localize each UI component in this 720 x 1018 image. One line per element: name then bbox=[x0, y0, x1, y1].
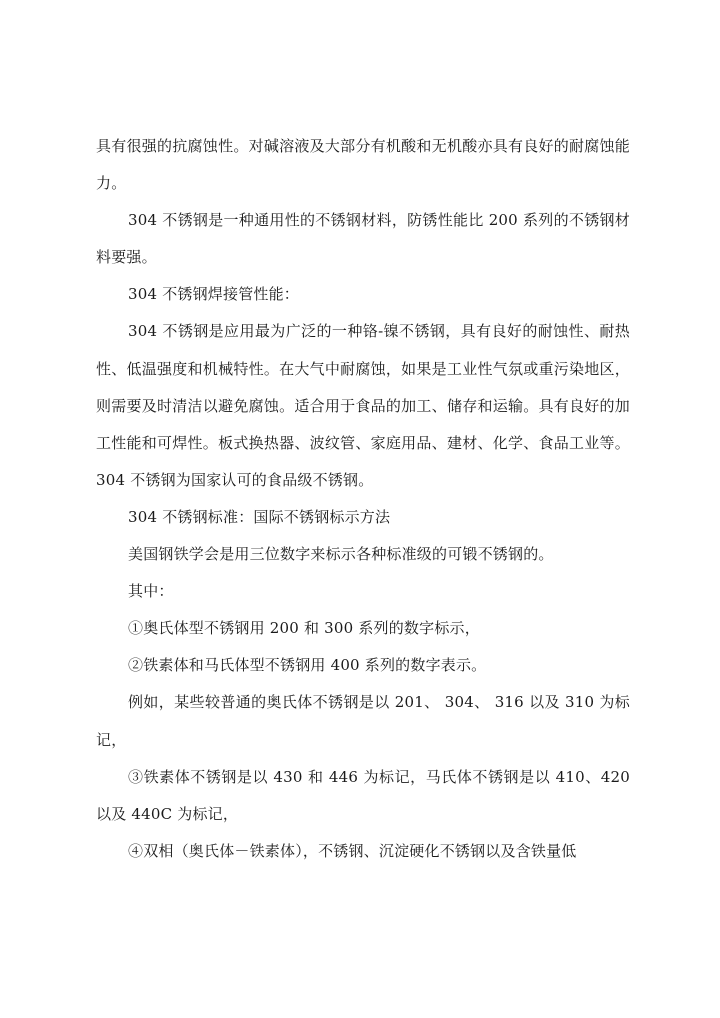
list-item: ①奥氏体型不锈钢用 200 和 300 系列的数字标示， bbox=[128, 619, 480, 638]
list-item: ②铁素体和马氏体型不锈钢用 400 系列的数字表示。 bbox=[128, 656, 487, 675]
section-heading: 304 不锈钢焊接管性能： bbox=[128, 285, 299, 304]
paragraph: 具有很强的抗腐蚀性。对碱溶液及大部分有机酸和无机酸亦具有良好的耐腐蚀能力。 bbox=[96, 137, 630, 193]
list-item: ③铁素体不锈钢是以 430 和 446 为标记，马氏体不锈钢是以 410、420 以及 440C 为标记， bbox=[96, 767, 630, 823]
list-item: ④双相（奥氏体－铁素体），不锈钢、沉淀硬化不锈钢以及含铁量低 bbox=[128, 841, 577, 860]
paragraph: 304 不锈钢是一种通用性的不锈钢材料，防锈性能比 200 系列的不锈钢材料要强。 bbox=[96, 211, 630, 267]
paragraph: 304 不锈钢是应用最为广泛的一种铬-镍不锈钢，具有良好的耐蚀性、耐热性、低温强度和机械特性。在大气中耐腐蚀，如果是工业性气氛或重污染地区，则需要及时清洁以避免腐蚀。适合用于食品的加工、储存和运输。具有良好的加工性能和可焊性。板式换热器、波纹管、家庭用品、建材、化学、食品工业等。304 不锈钢为国家认可的食品级不锈钢。 bbox=[96, 322, 630, 489]
paragraph: 美国钢铁学会是用三位数字来标示各种标准级的可锻不锈钢的。 bbox=[128, 545, 554, 564]
paragraph: 其中： bbox=[128, 582, 174, 601]
document-body bbox=[96, 128, 630, 870]
section-heading: 304 不锈钢标准：国际不锈钢标示方法 bbox=[128, 507, 391, 526]
paragraph: 例如，某些较普通的奥氏体不锈钢是以 201、 304、 316 以及 310 为标记， bbox=[96, 693, 630, 749]
